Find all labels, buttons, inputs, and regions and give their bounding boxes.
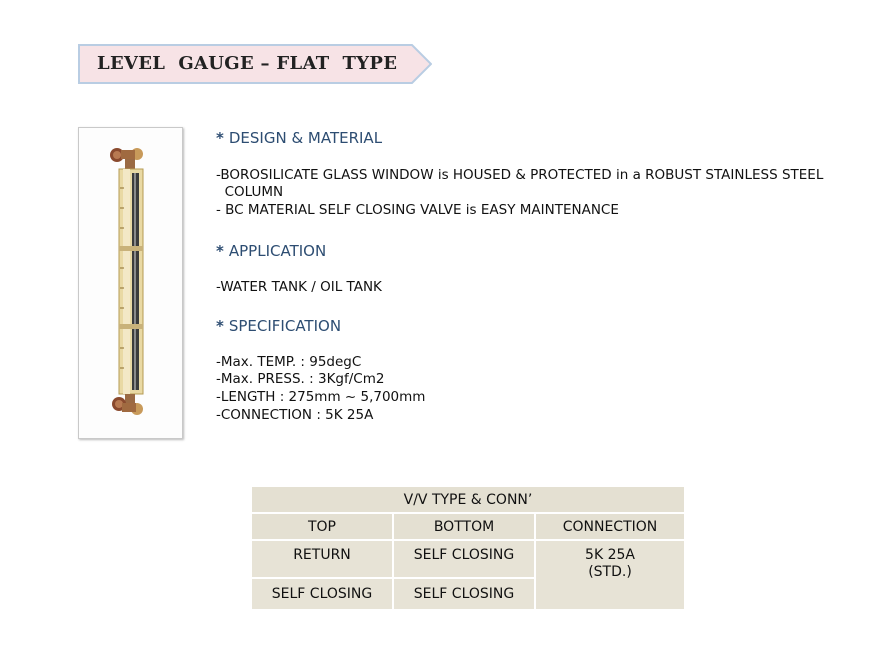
connection-value: 5K 25A [585, 547, 635, 563]
design-line-3: - BC MATERIAL SELF CLOSING VALVE is EASY MAINTENANCE [216, 202, 619, 218]
spec-line-connection: -CONNECTION : 5K 25A [216, 407, 374, 423]
bullet-star-icon: * [216, 317, 224, 335]
product-image [78, 127, 183, 439]
bullet-star-icon: * [216, 242, 224, 260]
table-cell: RETURN [252, 541, 394, 579]
table-row [252, 541, 686, 579]
application-heading: * APPLICATION [216, 242, 327, 260]
design-line-1: -BOROSILICATE GLASS WINDOW is HOUSED & PROTECTED in a ROBUST STAINLESS STEEL [216, 167, 824, 183]
spec-line-temp: -Max. TEMP. : 95degC [216, 354, 362, 370]
design-line-2: COLUMN [216, 184, 284, 200]
application-line-1: -WATER TANK / OIL TANK [216, 279, 382, 295]
spec-line-press: -Max. PRESS. : 3Kgf/Cm2 [216, 371, 385, 387]
table-header-row [252, 514, 686, 541]
connection-note: (STD.) [588, 564, 632, 580]
spec-line-length: -LENGTH : 275mm ~ 5,700mm [216, 389, 426, 405]
table-cell: SELF CLOSING [394, 541, 536, 579]
column-header-connection: CONNECTION [536, 514, 686, 541]
valve-type-table [252, 487, 686, 611]
title-banner [78, 44, 432, 84]
bullet-star-icon: * [216, 129, 224, 147]
connection-cell [536, 541, 686, 611]
level-gauge-image [79, 128, 182, 438]
specification-heading: * SPECIFICATION [216, 317, 342, 335]
column-header-bottom: BOTTOM [394, 514, 536, 541]
page-title: LEVEL GAUGE – FLAT TYPE [97, 53, 398, 74]
column-header-top: TOP [252, 514, 394, 541]
design-material-heading: * DESIGN & MATERIAL [216, 129, 383, 147]
table-cell: SELF CLOSING [252, 579, 394, 611]
table-cell: SELF CLOSING [394, 579, 536, 611]
table-title: V/V TYPE & CONN’ [252, 487, 686, 514]
table-title-row [252, 487, 686, 514]
